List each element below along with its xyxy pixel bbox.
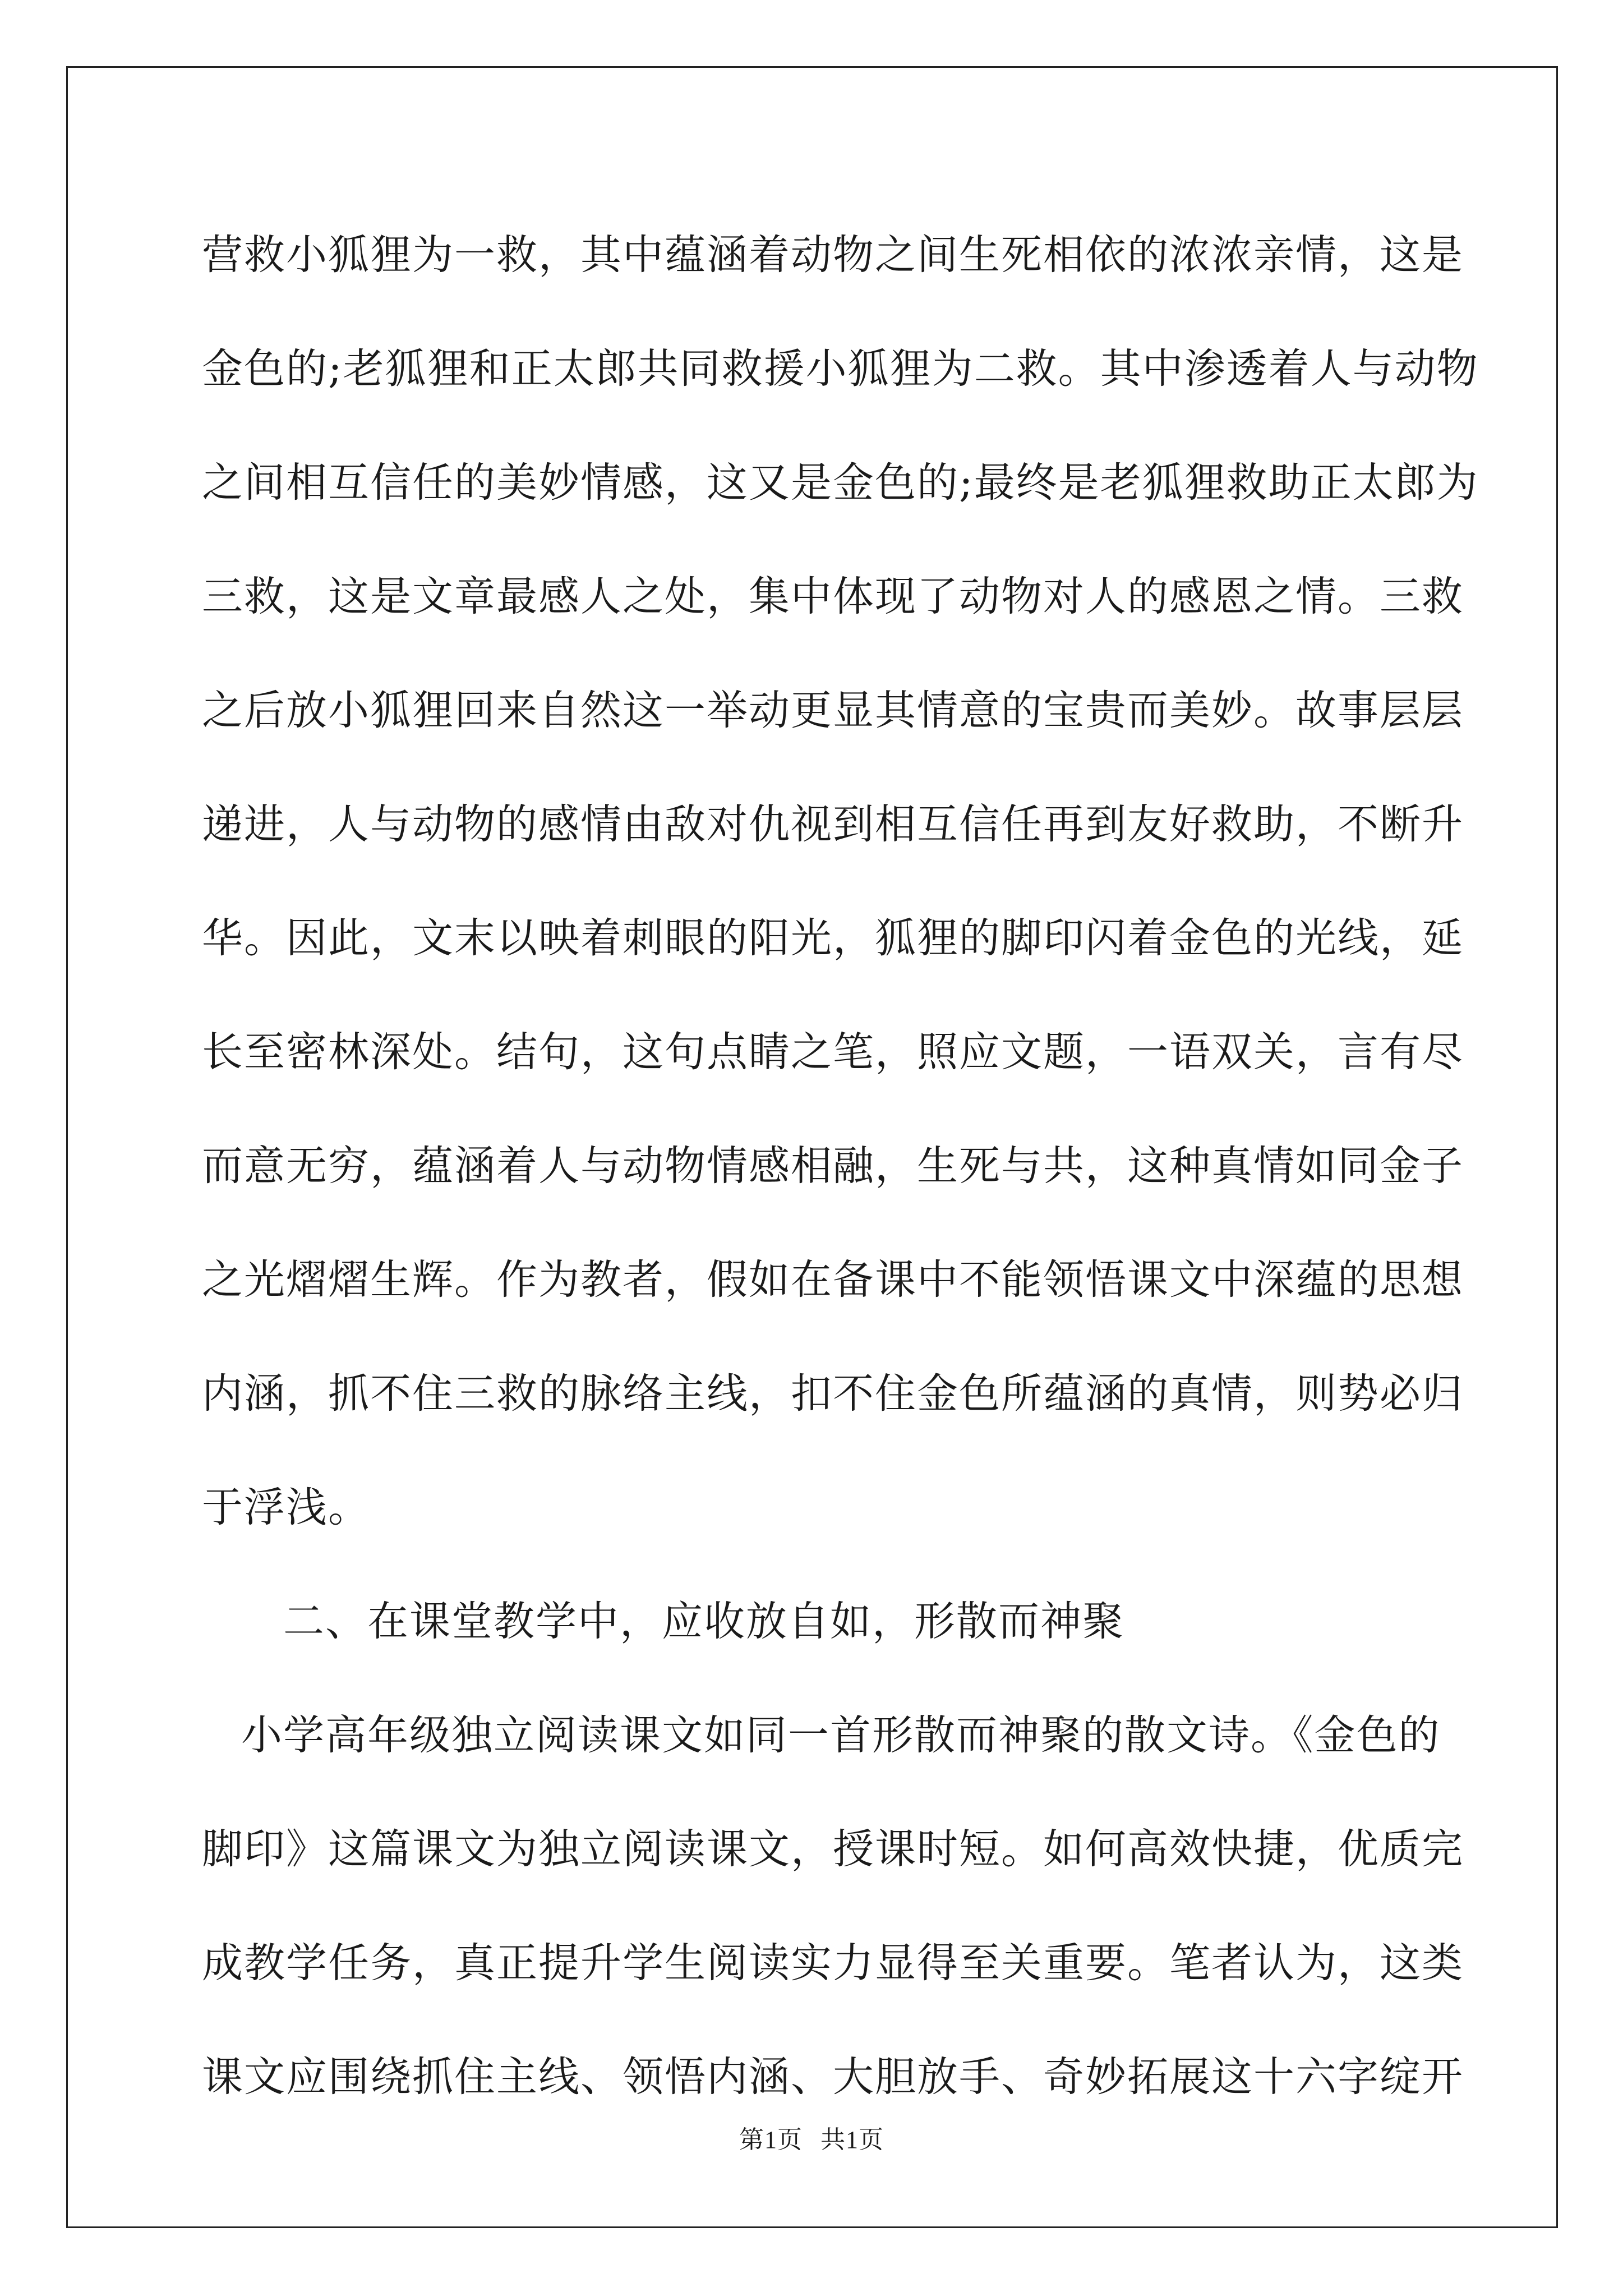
text-line: 华。因此，文末以映着刺眼的阳光，狐狸的脚印闪着金色的光线，延 [202,914,1464,962]
text-line: 长至密林深处。结句，这句点睛之笔，照应文题，一语双关，言有尽 [202,1028,1464,1076]
page-footer [0,2119,1623,2155]
text-line: 递进，人与动物的感情由敌对仇视到相互信任再到友好救助，不断升 [202,800,1464,848]
text-line: 内涵，抓不住三救的脉络主线，扣不住金色所蕴涵的真情，则势必归 [202,1370,1464,1418]
text-line: 之间相互信任的美妙情感，这又是金色的;最终是老狐狸救助正太郎为 [202,459,1479,507]
text-line: 三救，这是文章最感人之处，集中体现了动物对人的感恩之情。三救 [202,573,1464,620]
text-line: 于浮浅。 [202,1484,370,1531]
text-line: 营救小狐狸为一救，其中蕴涵着动物之间生死相依的浓浓亲情，这是 [202,231,1464,279]
text-line: 金色的;老狐狸和正太郎共同救援小狐狸为二救。其中渗透着人与动物 [202,345,1479,393]
page-number: 第1页 [739,2126,803,2154]
text-line: 之光熠熠生辉。作为教者，假如在备课中不能领悟课文中深蕴的思想 [202,1256,1464,1304]
page-total: 共1页 [820,2126,884,2154]
text-line: 而意无穷，蕴涵着人与动物情感相融，生死与共，这种真情如同金子 [202,1142,1464,1190]
text-line: 成教学任务，真正提升学生阅读实力显得至关重要。笔者认为，这类 [202,1939,1464,1987]
text-line: 小学高年级独立阅读课文如同一首形散而神聚的散文诗。《金色的 [241,1711,1441,1759]
text-line: 脚印》这篇课文为独立阅读课文，授课时短。如何高效快捷，优质完 [202,1825,1464,1873]
section-heading: 二、在课堂教学中，应收放自如，形散而神聚 [283,1598,1124,1645]
text-line: 之后放小狐狸回来自然这一举动更显其情意的宝贵而美妙。故事层层 [202,687,1464,734]
text-line: 课文应围绕抓住主线、领悟内涵、大胆放手、奇妙拓展这十六字绽开 [202,2053,1464,2101]
